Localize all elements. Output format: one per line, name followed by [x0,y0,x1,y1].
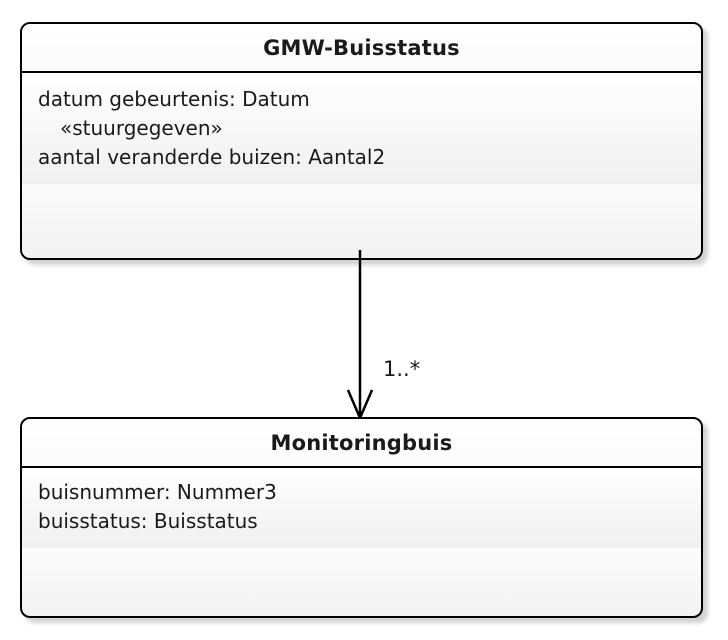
class-title-monitoringbuis: Monitoringbuis [22,419,701,468]
class-attributes-monitoringbuis [22,468,701,548]
class-title-gmw-buisstatus: GMW-Buisstatus [22,24,701,73]
association-arrow [330,250,390,425]
class-attribute: aantal veranderde buizen: Aantal2 [38,145,386,169]
class-attributes-gmw-buisstatus [22,73,701,184]
uml-class-gmw-buisstatus[interactable] [20,22,703,260]
uml-class-monitoringbuis[interactable] [20,417,703,618]
association-multiplicity-label: 1..* [383,357,421,381]
class-attribute: datum gebeurtenis: Datum [38,87,310,111]
class-attribute: buisnummer: Nummer3 [38,480,277,504]
class-attribute-stereotype: «stuurgegeven» [60,116,223,140]
class-attribute: buisstatus: Buisstatus [38,509,258,533]
